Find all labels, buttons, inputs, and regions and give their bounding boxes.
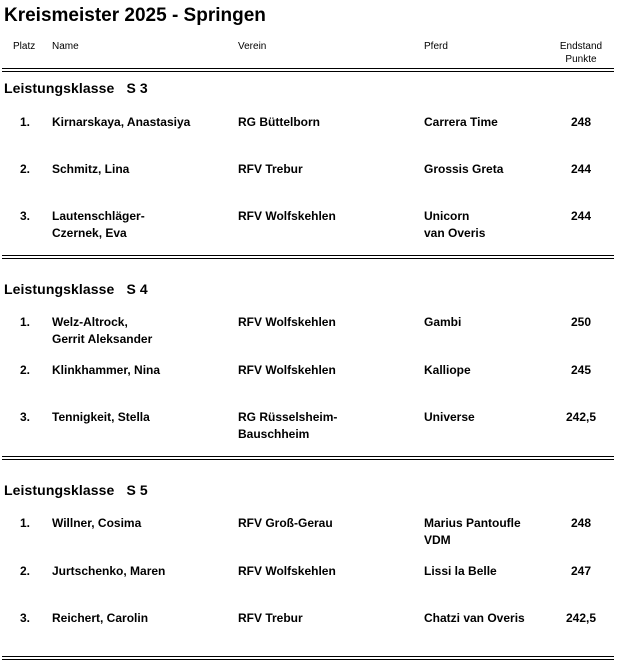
row-club: RFV Wolfskehlen	[238, 315, 336, 329]
section-title	[4, 482, 148, 498]
row-place: 3.	[20, 611, 31, 625]
row-place: 2.	[20, 162, 31, 176]
row-club: RFV Wolfskehlen	[238, 209, 336, 223]
row-points: 248	[570, 516, 592, 530]
section-class: S 3	[126, 80, 148, 96]
row-place: 3.	[20, 410, 31, 424]
row-name: Kirnarskaya, Anastasiya	[52, 115, 191, 129]
section-label: Leistungsklasse	[4, 80, 115, 96]
row-name: Willner, Cosima	[52, 516, 142, 530]
row-points: 242,5	[565, 410, 597, 424]
row-name: Reichert, Carolin	[52, 611, 149, 625]
row-place: 3.	[20, 209, 31, 223]
section-class: S 5	[126, 482, 148, 498]
row-name: Klinkhammer, Nina	[52, 363, 161, 377]
section-title	[4, 281, 148, 297]
row-name: Welz-Altrock, Gerrit Aleksander	[52, 315, 153, 346]
row-name: Tennigkeit, Stella	[52, 410, 150, 424]
column-header-points-line2: Punkte	[565, 54, 597, 65]
row-horse: Carrera Time	[424, 115, 498, 129]
row-horse: Gambi	[424, 315, 462, 329]
row-horse: Unicorn van Overis	[424, 209, 486, 240]
row-points: 244	[570, 162, 592, 176]
section-label: Leistungsklasse	[4, 281, 115, 297]
column-header-name: Name	[52, 41, 79, 52]
row-horse: Chatzi van Overis	[424, 611, 525, 625]
row-club: RFV Groß-Gerau	[238, 516, 333, 530]
header-rule-top	[2, 68, 614, 69]
footer-rule-top	[2, 656, 614, 657]
row-horse: Universe	[424, 410, 475, 424]
row-place: 1.	[20, 516, 31, 530]
section-title	[4, 80, 148, 96]
section-rule-top	[2, 255, 614, 256]
row-points: 245	[570, 363, 592, 377]
column-header-place: Platz	[13, 41, 36, 52]
section-rule-bottom	[2, 459, 614, 460]
row-horse: Kalliope	[424, 363, 471, 377]
row-place: 2.	[20, 564, 31, 578]
row-points: 248	[570, 115, 592, 129]
section-class: S 4	[126, 281, 148, 297]
page-title: Kreismeister 2025 - Springen	[4, 5, 266, 26]
row-club: RFV Wolfskehlen	[238, 564, 336, 578]
row-club: RG Rüsselsheim- Bauschheim	[238, 410, 338, 441]
row-horse: Lissi la Belle	[424, 564, 497, 578]
row-name: Schmitz, Lina	[52, 162, 130, 176]
column-header-club: Verein	[238, 41, 267, 52]
column-header-horse: Pferd	[424, 41, 448, 52]
row-place: 2.	[20, 363, 31, 377]
row-club: RFV Trebur	[238, 162, 303, 176]
column-header-points	[548, 40, 614, 66]
row-horse: Marius Pantoufle VDM	[424, 516, 521, 547]
row-horse: Grossis Greta	[424, 162, 504, 176]
row-name: Lautenschläger- Czernek, Eva	[52, 209, 145, 240]
row-place: 1.	[20, 315, 31, 329]
footer-rule-bottom	[2, 659, 614, 660]
row-points: 244	[570, 209, 592, 223]
section-label: Leistungsklasse	[4, 482, 115, 498]
column-header-points-line1: Endstand	[559, 41, 603, 52]
row-club: RG Büttelborn	[238, 115, 320, 129]
section-rule-bottom	[2, 258, 614, 259]
row-points: 250	[570, 315, 592, 329]
row-points: 247	[570, 564, 592, 578]
row-club: RFV Wolfskehlen	[238, 363, 336, 377]
header-rule-bottom	[2, 71, 614, 72]
row-name: Jurtschenko, Maren	[52, 564, 166, 578]
row-place: 1.	[20, 115, 31, 129]
row-club: RFV Trebur	[238, 611, 303, 625]
section-rule-top	[2, 456, 614, 457]
row-points: 242,5	[565, 611, 597, 625]
